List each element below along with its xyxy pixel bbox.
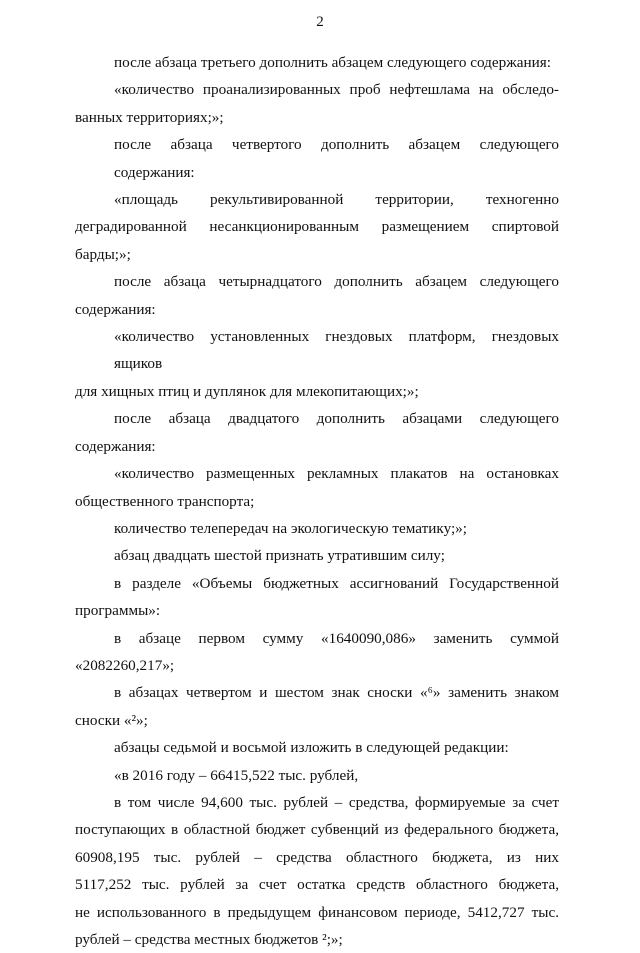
page-number: 2: [316, 14, 324, 30]
text-line: содержания:: [75, 437, 156, 455]
text-line: в разделе «Объемы бюджетных ассигнований Государственной: [114, 574, 559, 592]
text-line: сноски «²»;: [75, 711, 148, 729]
text-line: рублей – средства местных бюджетов ²;»;: [75, 931, 343, 948]
text-line: общественного транспорта;: [75, 492, 255, 510]
text-line: 5117,252 тыс. рублей за счет остатка средств областного бюджета,: [75, 876, 559, 894]
text-line: содержания:: [75, 300, 156, 318]
text-line: ванных территориях;»;: [75, 108, 224, 126]
text-line: после абзаца четвертого дополнить абзацем следующего содержания:: [114, 136, 559, 181]
text-line: после абзаца четырнадцатого дополнить абзацем следующего: [114, 273, 559, 291]
text-line: не использованного в предыдущем финансовом периоде, 5412,727 тыс.: [75, 903, 559, 921]
text-line: 60908,195 тыс. рублей – средства областного бюджета, из них: [75, 848, 559, 866]
text-line: программы»:: [75, 602, 161, 620]
text-line: «количество установленных гнездовых платформ, гнездовых ящиков: [114, 328, 559, 373]
text-line: «2082260,217»;: [75, 656, 175, 674]
text-line: абзац двадцать шестой признать утратившим силу;: [114, 547, 445, 565]
text-line: деградированной несанкционированным размещением спиртовой барды;»;: [75, 218, 559, 263]
text-line: в абзаце первом сумму «1640090,086» заменить суммой: [114, 629, 559, 647]
text-line: «в 2016 году – 66415,522 тыс. рублей,: [114, 766, 359, 784]
text-line: «количество размещенных рекламных плакатов на остановках: [114, 465, 559, 483]
text-line: «площадь рекультивированной территории, техногенно: [114, 191, 559, 209]
text-line: в том числе 94,600 тыс. рублей – средства, формируемые за счет: [114, 793, 559, 811]
text-line: абзацы седьмой и восьмой изложить в следующей редакции:: [114, 739, 509, 757]
document-body: [75, 49, 559, 953]
text-line: поступающих в областной бюджет субвенций из федерального бюджета,: [75, 821, 559, 839]
text-line: после абзаца третьего дополнить абзацем следующего содержания:: [114, 54, 551, 71]
text-line: для хищных птиц и дуплянок для млекопитающих;»;: [75, 382, 419, 400]
text-line: «количество проанализированных проб нефтешлама на обследо-: [114, 81, 559, 99]
text-line: количество телепередач на экологическую тематику;»;: [114, 519, 467, 537]
text-line: в абзацах четвертом и шестом знак сноски «⁶» заменить знаком: [114, 684, 559, 702]
text-line: после абзаца двадцатого дополнить абзацами следующего: [114, 410, 559, 428]
